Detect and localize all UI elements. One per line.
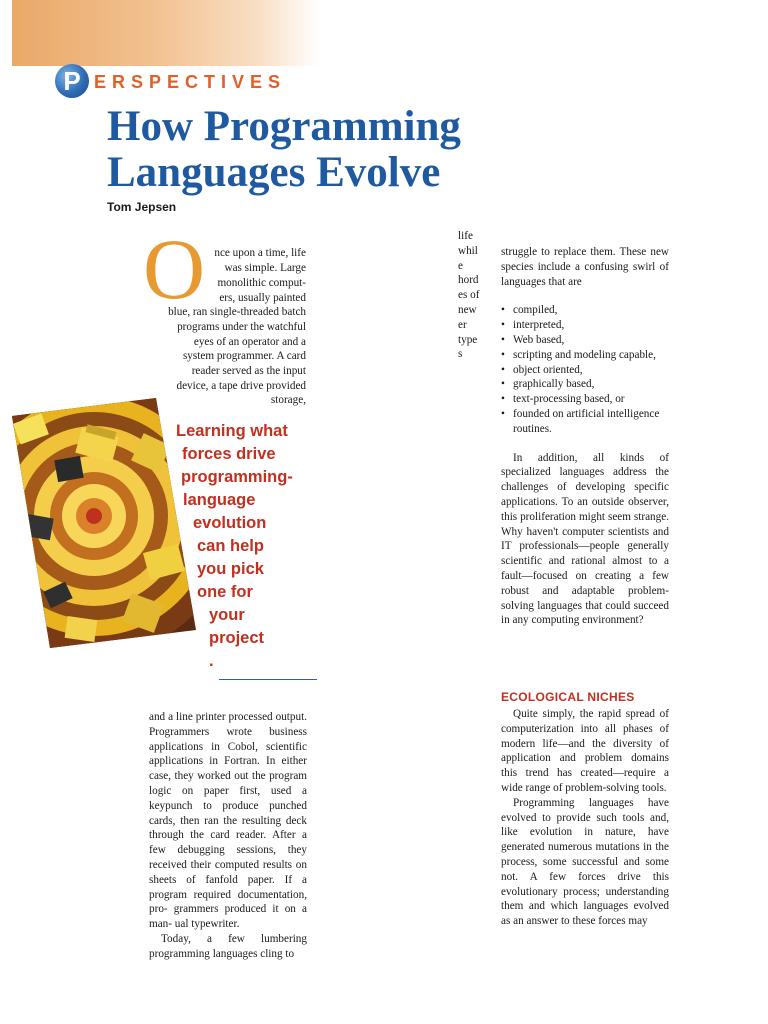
list-item: • scripting and modeling capable, [501, 348, 669, 363]
list-item: • object oriented, [501, 363, 669, 378]
list-item: • interpreted, [501, 318, 669, 333]
pull-quote-line: programming- [181, 468, 293, 486]
text-fragment: e [458, 259, 463, 272]
section-badge-icon: P [55, 64, 89, 98]
right-column-text [501, 245, 669, 628]
text-fragment: new [458, 303, 477, 316]
text-fragment: whil [458, 244, 478, 257]
pull-quote-line: project [209, 629, 265, 647]
text-fragment: type [458, 333, 478, 346]
opening-line: device, a tape drive provided [176, 380, 306, 392]
text-fragment: s [458, 348, 463, 361]
pull-quote-line: . [209, 652, 214, 670]
list-item: • compiled, [501, 303, 669, 318]
article-illustration [6, 398, 196, 648]
narrow-text-column [458, 229, 488, 362]
opening-line: programs under the watchful [177, 321, 306, 333]
left-column-text [149, 710, 307, 962]
pull-quote-line: language [183, 491, 256, 509]
pull-quote-line: one for [197, 583, 253, 601]
section-heading: ECOLOGICAL NICHES [501, 690, 635, 704]
opening-line: eyes of an operator and a [193, 336, 306, 348]
pull-quote-line: your [209, 606, 245, 624]
drop-cap: O [143, 221, 206, 317]
article-title [107, 104, 527, 196]
list-item: • text-processing based, or [501, 392, 669, 407]
body-paragraph: Quite simply, the rapid spread of computerization into all phases of modern life—and the diversity of application and problem domains this trend has created—require a wide range of problem-solving tools. [501, 708, 669, 794]
text-fragment: er [458, 318, 467, 331]
pull-quote-line: Learning what [176, 422, 288, 440]
body-paragraph: and a line printer processed output. Programmers wrote business applications in Cobol, scientific applications in Fortran. In either case, they worked out the program logic on paper first, used a keypunch to produce punched cards, then ran the resulting deck through the card reader. After a few debugging sessions, they received their computed results on sheets of fanfold paper. If a program required documentation, pro- grammers produced it on a man- ual typewriter. [149, 711, 307, 931]
language-type-list [501, 303, 669, 436]
text-fragment: es of [458, 289, 480, 302]
right-column-text-continued [501, 707, 669, 929]
opening-line: ers, usually painted [219, 292, 306, 304]
pull-quote-line: evolution [193, 514, 267, 532]
text-fragment: life [458, 230, 473, 242]
header-color-band [12, 0, 320, 66]
body-paragraph: In addition, all kinds of specialized languages address the challenges of developing specific applications. To an outside observer, this proliferation might seem strange. Why haven't computer scientists and IT professionals—people generally scientific and rational almost to a fault—focused on creating a few robust and adaptable problem-solving languages that could succeed in any computing environment? [501, 451, 669, 627]
opening-line: nce upon a time, life [214, 247, 306, 259]
body-paragraph: struggle to replace them. These new species include a confusing swirl of languages that are [501, 246, 669, 288]
title-line-1: How Programming [107, 103, 461, 150]
opening-line: system programmer. A card [182, 350, 306, 362]
pull-quote-line: can help [197, 537, 264, 555]
opening-line: monolithic comput- [217, 277, 306, 289]
body-paragraph: Programming languages have evolved to provide such tools and, like evolution in nature, have generated numerous mutations in the process, some successful and some not. A few forces drive this evolutionary process; understanding them and which languages evolved as an answer to these forces may [501, 796, 669, 928]
body-paragraph: Today, a few lumbering programming languages cling to [149, 932, 307, 960]
list-item: • founded on artificial intelligence routines. [501, 407, 669, 437]
author-byline: Tom Jepsen [107, 200, 177, 214]
text-fragment: hord [458, 274, 479, 287]
title-line-2: Languages Evolve [107, 149, 441, 196]
opening-line: blue, ran single-threaded batch [168, 306, 306, 318]
section-label: ERSPECTIVES [94, 72, 287, 92]
opening-line: reader served as the input [191, 365, 306, 377]
list-item: • graphically based, [501, 377, 669, 392]
opening-line: storage, [270, 394, 306, 406]
opening-line: was simple. Large [224, 262, 306, 274]
pull-quote-rule [219, 679, 317, 680]
pull-quote-line: forces drive [182, 445, 276, 463]
list-item: • Web based, [501, 333, 669, 348]
pull-quote-line: you pick [197, 560, 264, 578]
